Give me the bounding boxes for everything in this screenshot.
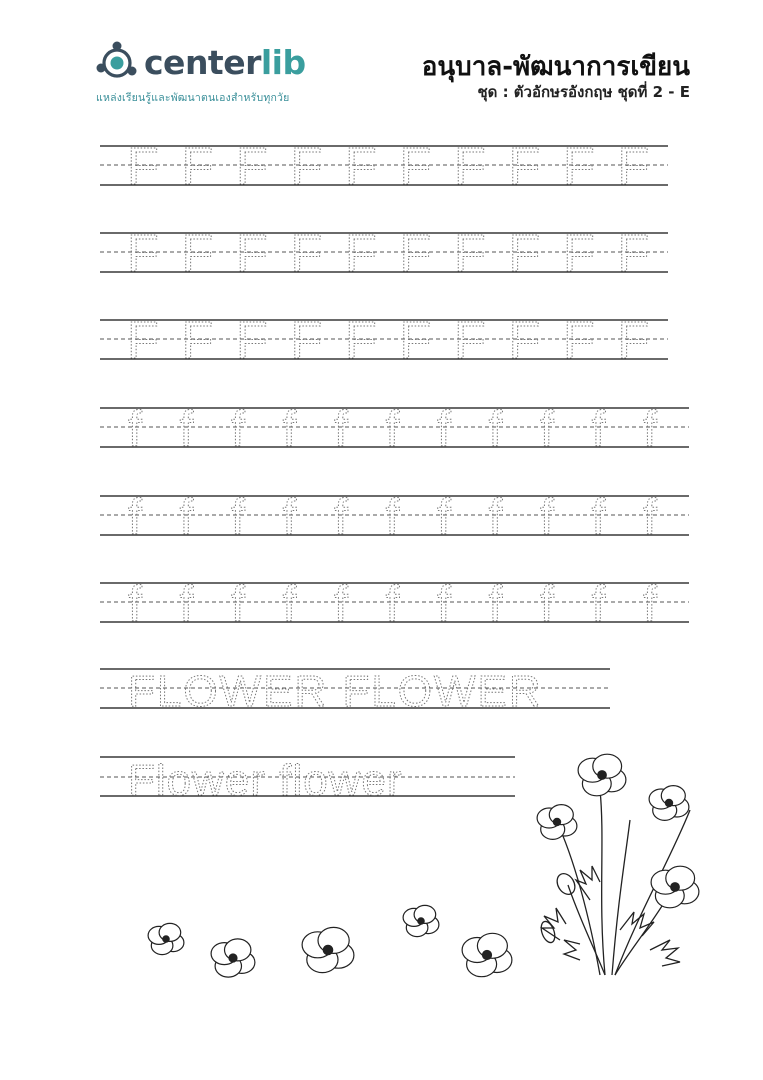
logo-center-text: center	[144, 43, 261, 82]
traced-letter-lowercase: f	[128, 576, 142, 632]
poppy-flower-icon	[578, 754, 626, 796]
traced-letter-uppercase: F	[127, 138, 159, 196]
poppy-flower-icon	[148, 923, 184, 954]
traced-letter-uppercase: F	[236, 312, 268, 370]
traced-letter-lowercase: f	[488, 576, 503, 632]
lowercase-tracing-rows	[100, 401, 689, 632]
traced-letter-lowercase: f	[488, 489, 503, 545]
traced-letter-lowercase: f	[643, 401, 657, 457]
traced-letter-lowercase: f	[540, 576, 554, 632]
traced-letter-uppercase: F	[563, 225, 595, 283]
traced-letter-uppercase: F	[236, 138, 268, 196]
traced-letter-lowercase: f	[179, 401, 194, 457]
traced-letter-lowercase: f	[488, 401, 503, 457]
traced-letter-uppercase: F	[617, 225, 650, 283]
traced-letter-uppercase: F	[508, 138, 541, 196]
traced-letter-uppercase: F	[127, 225, 159, 283]
traced-letter-lowercase: f	[179, 576, 194, 632]
traced-letter-lowercase: f	[540, 401, 554, 457]
traced-letter-uppercase: F	[345, 225, 377, 283]
traced-letter-uppercase: F	[181, 138, 214, 196]
uppercase-tracing-rows	[100, 138, 668, 370]
traced-letter-uppercase: F	[127, 312, 159, 370]
traced-letter-lowercase: f	[334, 489, 348, 545]
traced-letter-uppercase: F	[454, 312, 486, 370]
traced-letter-lowercase: f	[231, 576, 245, 632]
traced-letter-lowercase: f	[282, 401, 297, 457]
traced-letter-lowercase: f	[282, 576, 297, 632]
poppy-flower-icon	[462, 933, 512, 976]
poppy-flower-icon	[211, 939, 255, 977]
traced-letter-uppercase: F	[563, 312, 595, 370]
traced-letter-lowercase: f	[591, 489, 606, 545]
traced-word-mixed: Flower flower	[128, 756, 403, 805]
traced-letter-lowercase: f	[128, 489, 142, 545]
page-title: อนุบาล-พัฒนาการเขียน	[421, 52, 690, 82]
poppy-flower-icon	[651, 866, 699, 908]
traced-letter-uppercase: F	[508, 312, 541, 370]
word-row-uppercase	[100, 667, 610, 716]
traced-letter-lowercase: f	[540, 489, 554, 545]
traced-letter-lowercase: f	[591, 401, 606, 457]
poppy-flower-icon	[302, 927, 354, 972]
traced-letter-uppercase: F	[399, 312, 432, 370]
traced-letter-lowercase: f	[385, 489, 400, 545]
traced-letter-lowercase: f	[591, 576, 606, 632]
traced-letter-lowercase: f	[385, 576, 400, 632]
traced-letter-uppercase: F	[617, 312, 650, 370]
poppy-flower-icon	[403, 905, 439, 936]
traced-letter-lowercase: f	[231, 401, 245, 457]
traced-letter-lowercase: f	[179, 489, 194, 545]
poppy-flower-icon	[537, 805, 577, 840]
traced-letter-lowercase: f	[334, 576, 348, 632]
traced-letter-uppercase: F	[290, 138, 323, 196]
traced-letter-uppercase: F	[236, 225, 268, 283]
traced-letter-lowercase: f	[437, 489, 451, 545]
traced-letter-uppercase: F	[563, 138, 595, 196]
traced-letter-uppercase: F	[454, 138, 486, 196]
traced-letter-uppercase: F	[454, 225, 486, 283]
poppy-flower-icon	[649, 786, 689, 821]
traced-letter-lowercase: f	[437, 401, 451, 457]
traced-letter-lowercase: f	[643, 489, 657, 545]
traced-letter-lowercase: f	[385, 401, 400, 457]
traced-letter-uppercase: F	[181, 312, 214, 370]
traced-letter-uppercase: F	[345, 138, 377, 196]
traced-letter-uppercase: F	[399, 225, 432, 283]
logo-tagline: แหล่งเรียนรู้และพัฒนาตนเองสำหรับทุกวัย	[96, 92, 290, 104]
logo-lib-text: lib	[260, 43, 306, 82]
traced-letter-uppercase: F	[345, 312, 377, 370]
word-row-mixed	[100, 756, 515, 805]
traced-letter-uppercase: F	[290, 312, 323, 370]
traced-letter-lowercase: f	[437, 576, 451, 632]
traced-letter-uppercase: F	[508, 225, 541, 283]
page-subtitle: ชุด : ตัวอักษรอังกฤษ ชุดที่ 2 - E	[477, 83, 690, 101]
traced-letter-uppercase: F	[290, 225, 323, 283]
traced-letter-lowercase: f	[282, 489, 297, 545]
traced-letter-uppercase: F	[617, 138, 650, 196]
traced-letter-lowercase: f	[231, 489, 245, 545]
traced-letter-lowercase: f	[643, 576, 657, 632]
traced-letter-lowercase: f	[334, 401, 348, 457]
traced-letter-uppercase: F	[181, 225, 214, 283]
traced-letter-uppercase: F	[399, 138, 432, 196]
traced-word-uppercase: FLOWER FLOWER	[128, 667, 543, 716]
traced-letter-lowercase: f	[128, 401, 142, 457]
